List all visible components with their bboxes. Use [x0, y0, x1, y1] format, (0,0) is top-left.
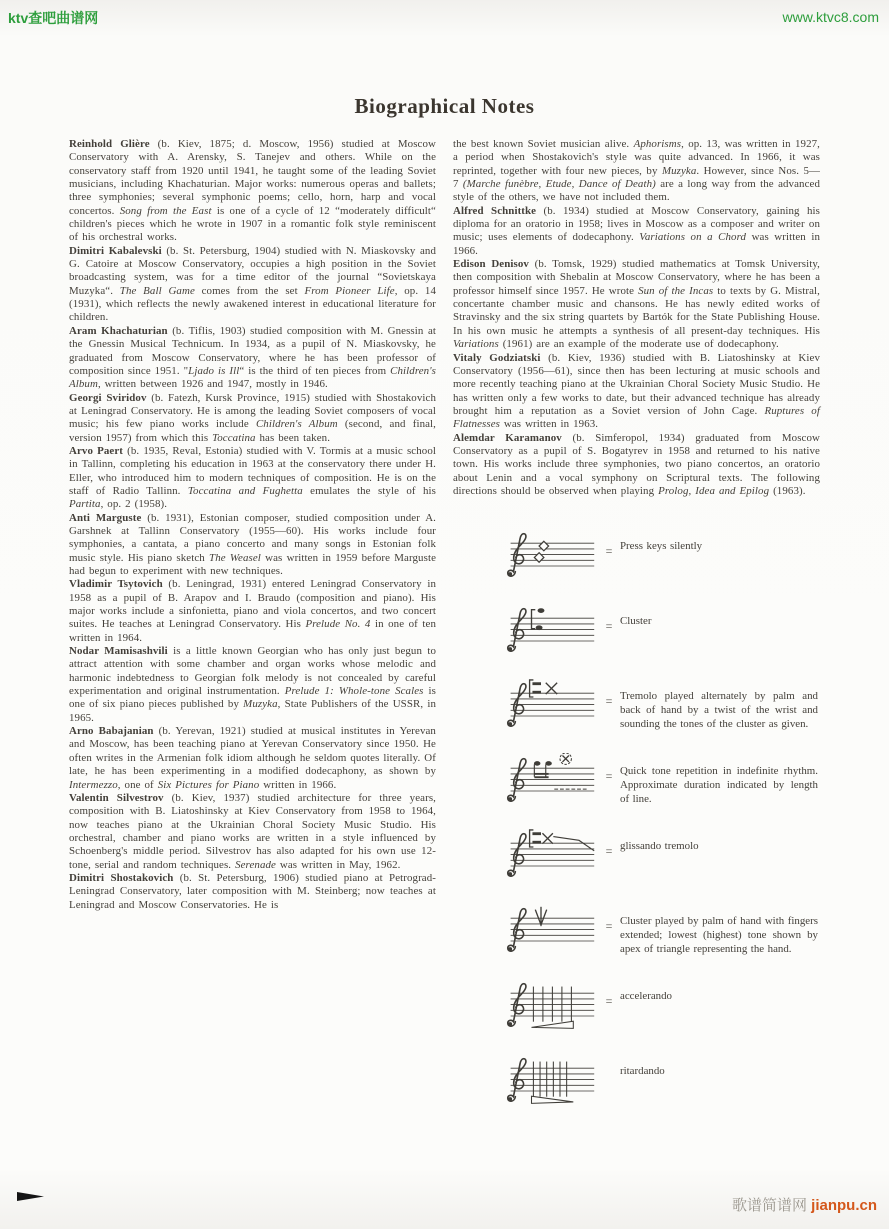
- body-text: has been taken.: [255, 431, 331, 444]
- body-text: (b. 1931), Estonian composer, studied composition under A. Garshnek at Tallinn Conservatory (1955—60). His works include four symphonies, a cantata, a piano concerto and many songs in Estonian folk music style. His piano sketch: [69, 511, 436, 564]
- composer-name: Alemdar Karamanov: [453, 431, 562, 444]
- right-column: [453, 138, 820, 1128]
- body-text: (b. 1935, Reval, Estonia) studied with V. Tormis at a music school in Tallinn, completing his education in 1963 at the conservatory there under H. Eller, who introduced him to modern techniques of composition. He is on the staff of Radio Tallinn.: [69, 444, 436, 497]
- equals-sign: =: [605, 994, 613, 1009]
- body-text: , written between 1926 and 1947, mostly in 1946.: [97, 378, 328, 391]
- work-title: Serenade: [235, 858, 276, 871]
- equals-sign: =: [605, 919, 613, 934]
- composer-name: Anti Marguste: [69, 511, 142, 524]
- body-text: comes from the set: [194, 284, 305, 297]
- equals-sign: =: [605, 769, 613, 784]
- watermark-bottom-domain: jianpu.cn: [811, 1197, 877, 1214]
- composer-name: Nodar Mamisashvili: [69, 645, 168, 658]
- work-title: Ruptures of Flatnesses: [453, 404, 820, 431]
- body-text: was written in 1959 before Marguste had begun to experiment with new techniques.: [69, 551, 436, 577]
- equals-sign: =: [605, 844, 613, 859]
- notation-legend-item: [503, 678, 820, 740]
- composer-name: Vladimir Tsytovich: [69, 578, 163, 591]
- body-text: (b. Kiev, 1937) studied architecture for three years, composition with B. Liatoshinsky at Kiev Conservatory from 1958 to 1964, now teaches piano at the Ukrainian Choral Society Music Studio. His orchestral, chamber and piano works are written in a style influenced by Schoenberg's middle period. Silvestrov has also adapted for his own use 12-tone, serial and random techniques.: [69, 791, 436, 871]
- body-text: (b. Fatezh, Kursk Province, 1915) studied with Shostakovich at Leningrad Conservatory. He is among the leading Soviet composers of vocal music; his few piano works include: [69, 391, 436, 431]
- notation-description: glissando tremolo: [620, 840, 699, 853]
- work-title: Muzyka: [243, 698, 278, 711]
- notation-legend-item: [503, 603, 820, 665]
- body-text: , op. 13, was written in 1927, a period when Shostakovich's style was quite advanced. In 1966, it was reprinted, together with four new pieces, by: [453, 138, 820, 177]
- paragraph: [69, 872, 436, 912]
- diamond-notes-icon: [503, 528, 598, 585]
- body-text: , one of: [117, 778, 158, 791]
- grid-ritardando-icon: [503, 1053, 598, 1110]
- music-notation-icon: [503, 528, 598, 590]
- paragraph: [69, 645, 436, 725]
- paragraph: [69, 138, 436, 245]
- body-text: was written in May, 1962.: [275, 858, 401, 871]
- body-text: (b. Tomsk, 1929) studied mathematics at Tomsk University, then composition with Shebalin at Moscow Conservatory, where he has been a professor himself since 1957. He wrote: [453, 258, 820, 297]
- composer-name: Arno Babajanian: [69, 725, 154, 738]
- composer-name: Dimitri Shostakovich: [69, 871, 174, 884]
- notation-description: Press keys silently: [620, 540, 703, 553]
- body-text: written in 1966.: [259, 778, 337, 791]
- music-notation-icon: [503, 903, 598, 965]
- work-title: (Marche funèbre, Etude, Dance of Death): [462, 178, 656, 191]
- watermark-bottom-site: 歌谱简谱网: [731, 1197, 812, 1214]
- work-title: Song from the East: [119, 204, 212, 217]
- work-title: Children's Album: [255, 418, 338, 431]
- notation-legend: [503, 528, 820, 1115]
- composer-name: Edison Denisov: [453, 258, 529, 271]
- equals-sign: =: [605, 694, 613, 709]
- paragraph: [69, 392, 436, 445]
- repeat-circle-x-icon: [503, 753, 598, 810]
- work-title: Prolog, Idea and Epilog: [658, 484, 770, 497]
- work-title: Intermezzo: [69, 778, 118, 791]
- notation-description: Quick tone repetition in indefinite rhythm. Approximate duration indicated by length of line.: [620, 765, 818, 805]
- work-title: Variations: [453, 338, 499, 351]
- paragraph: [453, 205, 820, 258]
- work-title: Six Pictures for Piano: [157, 778, 260, 791]
- notation-description: Cluster played by palm of hand with fingers extended; lowest (highest) tone shown by apex of triangle representing the hand.: [620, 915, 818, 955]
- work-title: Prelude 1: Whole-tone Scales: [284, 685, 424, 698]
- scan-artifact-wedge: [17, 1192, 44, 1201]
- notation-description: ritardando: [620, 1065, 665, 1078]
- page-title: Biographical Notes: [354, 94, 535, 119]
- paragraph: [69, 792, 436, 872]
- body-text: was written in 1966.: [453, 231, 821, 257]
- music-notation-icon: [503, 753, 598, 815]
- body-text: emulates the style of his: [302, 484, 437, 497]
- body-text: the best known Soviet musician alive.: [453, 138, 634, 150]
- work-title: From Pioneer Life: [304, 284, 395, 297]
- music-notation-icon: [503, 603, 598, 665]
- paragraph: [69, 325, 436, 392]
- work-title: Ljado is Ill: [188, 364, 240, 377]
- body-text: , State Publishers of the USSR, in 1965.: [69, 698, 436, 724]
- work-title: Children's Album: [69, 364, 436, 391]
- cluster-bracket-icon: [503, 603, 598, 660]
- grid-accelerando-icon: [503, 978, 598, 1035]
- work-title: Prelude No. 4: [305, 618, 371, 631]
- body-text: (b. St. Petersburg, 1906) studied piano at Petrograd-Leningrad Conservatory, later composition with M. Steinberg; now teaches at Leningrad and Moscow Conservatories. He is: [69, 871, 437, 911]
- body-text: (b. Kiev, 1936) studied with B. Liatoshinsky at Kiev Conservatory (1956—61), since then has been lecturing at music schools and more recently teaching piano at the Ukrainian Choral Society Music Studio. He has written only a few works to date, but their advanced technique has already brought him a reputation as a Soviet version of John Cage.: [453, 351, 820, 417]
- composer-name: Valentin Silvestrov: [69, 791, 164, 804]
- music-notation-icon: [503, 828, 598, 890]
- body-text: is one of six piano pieces published by: [69, 685, 436, 711]
- composer-name: Vitaly Godziatski: [453, 351, 541, 364]
- work-title: The Weasel: [209, 551, 261, 564]
- paragraph: [69, 445, 436, 512]
- body-text: (b. Yerevan, 1921) studied at musical institutes in Yerevan and Moscow, has been teaching piano at Yerevan Conservatory since 1950. He often writes in the Armenian folk idiom although he seldom quotes literally. Of late, he has been experimenting in a modified dodecaphony, as shown by: [69, 725, 436, 778]
- notation-description: Tremolo played alternately by palm and back of hand by a twist of the wrist and sounding the tones of the cluster as given.: [620, 690, 818, 730]
- work-title: Toccatina and Fughetta: [187, 484, 303, 497]
- body-text: (b. Leningrad, 1931) entered Leningrad Conservatory in 1958 as a pupil of B. Arapov and I. Braudo (composition and piano). His major works include a sinfonietta, piano and viola concertos, and two concert suites. He teaches at Leningrad Conservatory. His: [69, 578, 436, 631]
- work-title: Partita: [69, 498, 101, 511]
- body-text: (b. Kiev, 1875; d. Moscow, 1956) studied at Moscow Conservatory with A. Arensky, S. Tanejev and others. While on the conservatory staff from 1920 until 1941, he taught some of the leading Soviet musicians, including Khachaturian. Major works: numerous operas and ballets; three symphonies; several symphonic poems; cello, horn, harp and vocal concertos.: [69, 138, 436, 217]
- composer-name: Alfred Schnittke: [453, 204, 537, 217]
- body-text: . However, since Nos. 5—7: [453, 164, 820, 191]
- body-text: is a little known Georgian who has only just begun to attract attention with some chamber and organ works whose melodic and harmonic indebtedness to Georgian folk melody is not concealed by careful experimentation and original instrumentation.: [69, 645, 436, 698]
- paragraph: [453, 352, 820, 432]
- body-text: (b. Tiflis, 1903) studied composition with M. Gnessin at the Gnessin Musical Technicum. In 1934, as a pupil of N. Miaskovsky, he graduated from Moscow Conservatory, where he has been professor of composition since 1951. ": [69, 324, 437, 377]
- work-title: Aphorisms: [633, 138, 682, 150]
- equals-sign: =: [605, 544, 613, 559]
- paragraph: [69, 725, 436, 792]
- notation-description: accelerando: [620, 990, 672, 1003]
- music-notation-icon: [503, 1053, 598, 1115]
- body-text: (b. 1934) studied at Moscow Conservatory, gaining his diploma for an oratorio in 1958; lives in Moscow as a composer and writer on music; uses elements of dodecaphony.: [453, 204, 820, 244]
- body-text: (1961) are an example of the moderate use of dodecaphony.: [498, 338, 779, 351]
- triangle-cluster-icon: [503, 903, 598, 960]
- right-column-text: [453, 138, 820, 498]
- paragraph: [453, 432, 820, 499]
- watermark-top-left: ktv查吧曲谱网: [8, 10, 99, 26]
- paragraph: [453, 138, 820, 205]
- composer-name: Arvo Paert: [69, 444, 123, 457]
- notation-legend-item: [503, 753, 820, 815]
- paragraph: [69, 245, 436, 325]
- body-text: “ is the third of ten pieces from: [239, 364, 391, 377]
- composer-name: Georgi Sviridov: [69, 391, 147, 404]
- notation-legend-item: [503, 978, 820, 1040]
- notation-legend-item: [503, 828, 820, 890]
- work-title: Muzyka: [661, 164, 697, 177]
- cluster-tremolo-x-icon: [503, 678, 598, 735]
- body-text: , op. 14 (1931), which reflects the newly awakened interest in educational literature for children.: [69, 284, 436, 324]
- notation-description: Cluster: [620, 615, 652, 628]
- body-text: (b. Simferopol, 1934) graduated from Moscow Conservatory as a pupil of S. Bogatyrev in 1958 and returned to his native town. His works include three symphonies, two piano concertos, an oratorio about Lenin and a vocal symphony on Scriptural texts. The following directions should be observed when playing: [453, 431, 820, 497]
- text-columns: [69, 138, 820, 1128]
- watermark-top-right: www.ktvc8.com: [782, 9, 879, 25]
- work-title: Sun of the Incas: [638, 284, 714, 297]
- composer-name: Dimitri Kabalevski: [69, 244, 162, 257]
- work-title: Toccatina: [212, 431, 256, 444]
- body-text: are a long way from the advanced style of the others, we have not included them.: [453, 178, 820, 204]
- body-text: is one of a cycle of 12 “moderately difficult“ children's pieces which he wrote in 1907 in a romantic folk style reminiscent of his orchestral works.: [69, 204, 436, 244]
- body-text: (b. St. Petersburg, 1904) studied with N. Miaskovsky and G. Catoire at Moscow Conservatory, occupies a high position in the Soviet broadcasting system, was for a time editor of the journal “Sovietskaya Muzyka“.: [69, 244, 436, 297]
- body-text: to texts by G. Mistral, concertante chamber music and chansons. He has newly edited works of Stravinsky and the six string quartets by Bartók for the State Publishing House. In his own music he attempts a synthesis of all present-day techniques. His: [453, 284, 821, 337]
- left-column: [69, 138, 436, 1128]
- music-notation-icon: [503, 978, 598, 1040]
- glissando-x-line-icon: [503, 828, 598, 885]
- paragraph: [69, 578, 436, 645]
- notation-legend-item: [503, 1053, 820, 1115]
- body-text: , op. 2 (1958).: [100, 498, 168, 511]
- paragraph: [453, 258, 820, 351]
- notation-legend-item: [503, 903, 820, 965]
- body-text: (second, and final, version 1957) from which this: [69, 418, 436, 444]
- music-notation-icon: [503, 678, 598, 740]
- body-text: (1963).: [769, 484, 806, 497]
- composer-name: Aram Khachaturian: [69, 324, 168, 337]
- work-title: Variations on a Chord: [639, 231, 747, 244]
- paragraph: [69, 512, 436, 579]
- work-title: The Ball Game: [119, 284, 195, 297]
- equals-sign: =: [605, 619, 613, 634]
- notation-legend-item: [503, 528, 820, 590]
- composer-name: Reinhold Glière: [69, 138, 150, 150]
- body-text: in one of ten written in 1964.: [69, 618, 436, 644]
- body-text: was written in 1963.: [499, 418, 599, 431]
- watermark-bottom: [732, 1194, 877, 1215]
